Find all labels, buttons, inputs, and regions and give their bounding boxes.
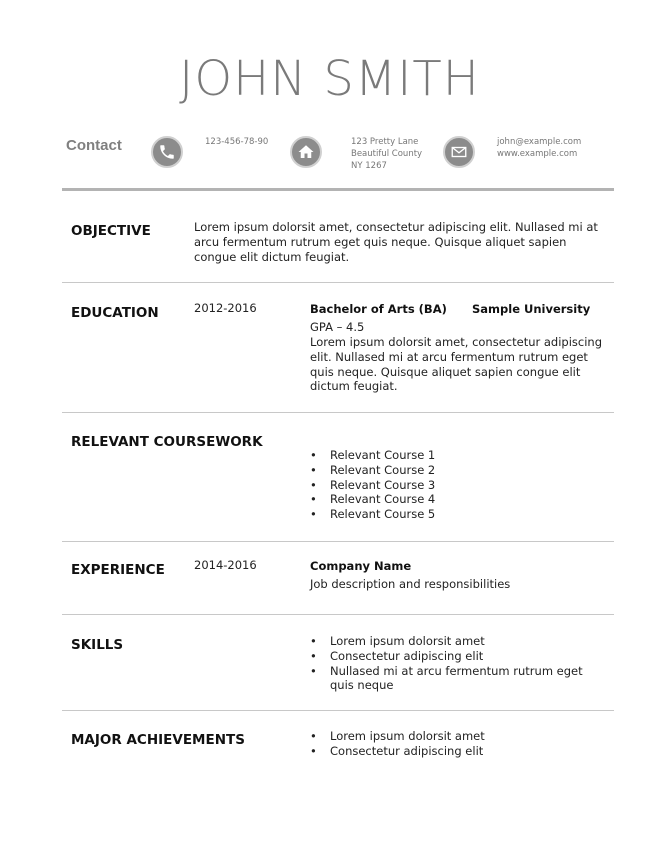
section-divider xyxy=(62,412,614,413)
list-item-text-cont: quis neque xyxy=(330,678,394,693)
section-divider xyxy=(62,614,614,615)
coursework-list xyxy=(310,448,435,522)
gpa: GPA – 4.5 xyxy=(310,320,365,334)
phone-icon xyxy=(151,136,183,168)
address-line-3: NY 1267 xyxy=(351,161,387,171)
section-divider xyxy=(62,282,614,283)
email: john@example.com xyxy=(497,137,582,147)
coursework-heading: RELEVANT COURSEWORK xyxy=(71,434,263,450)
education-description xyxy=(310,335,614,394)
company-name: Company Name xyxy=(310,559,412,573)
objective-text xyxy=(194,220,614,264)
degree: Bachelor of Arts (BA) xyxy=(310,302,447,316)
education-date: 2012-2016 xyxy=(194,301,257,315)
section-divider xyxy=(62,541,614,542)
home-icon xyxy=(290,136,322,168)
list-item: • Lorem ipsum dolorsit amet xyxy=(310,634,583,649)
achievements-list xyxy=(310,729,485,759)
phone-number: 123-456-78-90 xyxy=(205,137,269,147)
address-line-2: Beautiful County xyxy=(351,149,423,159)
list-item: • Relevant Course 1 xyxy=(310,448,435,463)
skills-heading: SKILLS xyxy=(71,637,124,653)
list-item: • Consectetur adipiscing elit xyxy=(310,744,485,759)
objective-line: congue elit dictum feugiat. xyxy=(194,249,350,264)
list-item: • Consectetur adipiscing elit xyxy=(310,649,583,664)
header-divider xyxy=(62,188,614,191)
envelope-icon xyxy=(443,136,475,168)
list-item: • Relevant Course 2 xyxy=(310,463,435,478)
objective-line: arcu fermentum rutrum eget quis neque. Quisque aliquet sapien xyxy=(194,234,567,249)
objective-heading: OBJECTIVE xyxy=(71,223,151,239)
list-item: • Relevant Course 5 xyxy=(310,507,435,522)
experience-date: 2014-2016 xyxy=(194,558,257,572)
objective-line: Lorem ipsum dolorsit amet, consectetur adipiscing elit. Nullased mi at xyxy=(194,220,598,234)
achievements-heading: MAJOR ACHIEVEMENTS xyxy=(71,732,245,748)
education-line: elit. Nullased mi at arcu fermentum rutrum eget xyxy=(310,349,588,364)
job-description: Job description and responsibilities xyxy=(310,577,511,591)
candidate-name: JOHN SMITH xyxy=(179,51,480,107)
list-item xyxy=(310,664,583,694)
website: www.example.com xyxy=(497,149,578,159)
education-line: quis neque. Quisque aliquet sapien congue elit xyxy=(310,364,581,379)
skills-list xyxy=(310,634,583,693)
list-item: • Lorem ipsum dolorsit amet xyxy=(310,729,485,744)
education-heading: EDUCATION xyxy=(71,305,159,321)
experience-heading: EXPERIENCE xyxy=(71,562,165,578)
address-line-1: 123 Pretty Lane xyxy=(351,137,419,147)
list-item: • Relevant Course 4 xyxy=(310,492,435,507)
list-item-text: Nullased mi at arcu fermentum rutrum eget xyxy=(330,663,583,678)
school: Sample University xyxy=(472,302,591,316)
education-line: dictum feugiat. xyxy=(310,379,398,394)
education-line: Lorem ipsum dolorsit amet, consectetur adipiscing xyxy=(310,335,603,349)
contact-label: Contact xyxy=(66,137,122,154)
section-divider xyxy=(62,710,614,711)
list-item: • Relevant Course 3 xyxy=(310,478,435,493)
